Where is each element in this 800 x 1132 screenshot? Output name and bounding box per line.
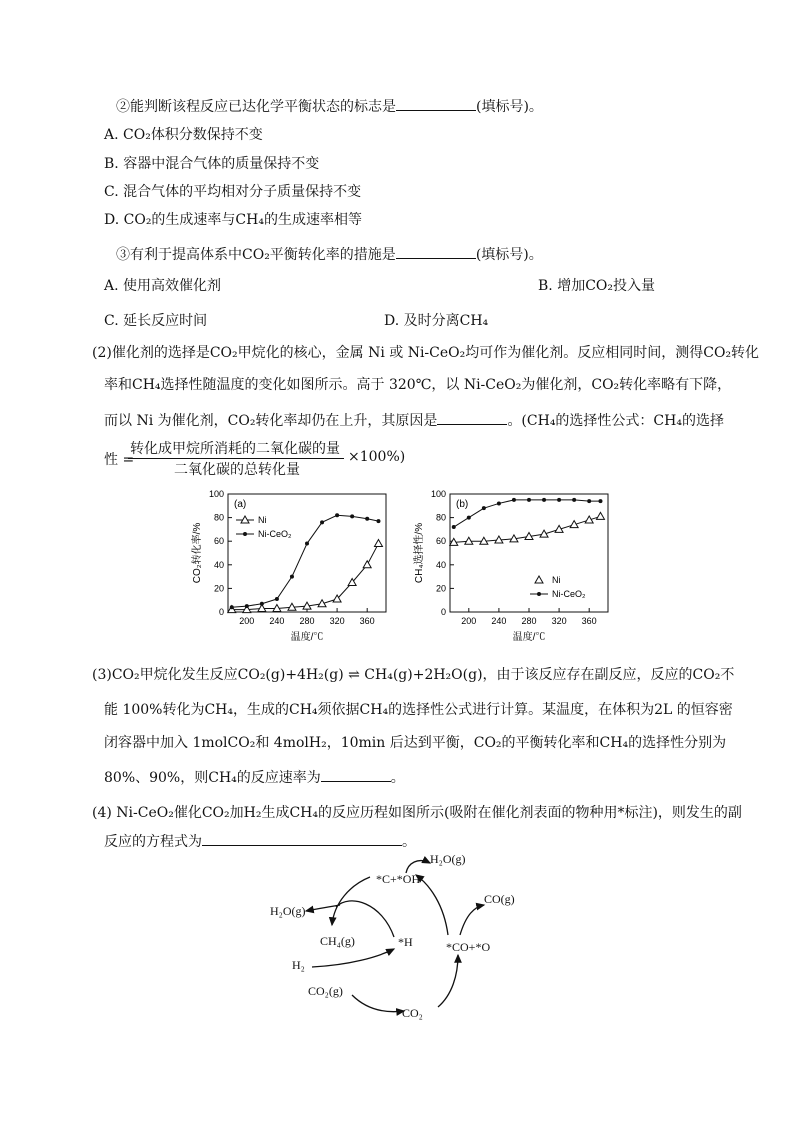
legend-label: Ni-CeO₂ <box>552 589 586 599</box>
data-point-ni-ceo2 <box>512 498 516 502</box>
panel-label: (b) <box>456 499 469 510</box>
legend-marker-ni <box>535 576 543 583</box>
y-tick-label: 0 <box>440 607 446 617</box>
data-point-ni-ceo2 <box>527 498 531 502</box>
label-co-o: *CO+*O <box>446 940 491 954</box>
answer-blank[interactable] <box>396 244 476 259</box>
y-tick-label: 0 <box>218 607 224 617</box>
y-tick-label: 80 <box>213 512 224 523</box>
data-point-ni-ceo2 <box>305 542 309 546</box>
data-point-ni-ceo2 <box>452 525 456 529</box>
data-point-ni <box>596 512 604 519</box>
question-tail: (填标号)。 <box>475 247 543 263</box>
y-tick-label: 20 <box>435 583 446 594</box>
option-c: C. 混合气体的平均相对分子质量保持不变 <box>104 184 362 200</box>
series-line-ni-ceo2 <box>232 515 379 607</box>
data-point-ni-ceo2 <box>335 513 339 517</box>
formula-numerator: 转化成甲烷所消耗的二氧化碳的量 <box>130 441 340 457</box>
x-tick-label: 200 <box>461 616 477 626</box>
option-b: B. 增加CO₂投入量 <box>538 278 655 294</box>
x-tick-label: 320 <box>551 616 567 626</box>
data-point-ni-ceo2 <box>598 499 602 503</box>
data-point-ni-ceo2 <box>365 517 369 521</box>
data-point-ni-ceo2 <box>557 498 561 502</box>
label-co2g: CO₂(g) <box>308 984 343 998</box>
x-tick-label: 280 <box>521 616 537 626</box>
reaction-mechanism-diagram <box>270 845 530 1025</box>
data-point-ni-ceo2 <box>275 597 279 601</box>
data-point-ni-ceo2 <box>497 501 501 505</box>
x-axis-label: 温度/℃ <box>512 632 546 643</box>
label-h-star: *H <box>398 935 413 949</box>
part3-line1: (3)CO₂甲烷化发生反应CO₂(g)+4H₂(g) ⇌ CH₄(g)+2H₂O(g)，由于该反应存在副反应，反应的CO₂不 <box>92 667 735 683</box>
arrow-co-o-to-c-oh <box>416 875 448 935</box>
y-tick-label: 40 <box>435 559 446 570</box>
x-tick-label: 280 <box>299 616 315 626</box>
part3-text: 。 <box>390 770 405 786</box>
y-tick-label: 100 <box>430 489 446 499</box>
label-co: CO(g) <box>484 892 515 906</box>
data-point-ni-ceo2 <box>245 604 249 608</box>
arrow-co2star-to-co-o <box>438 955 458 1007</box>
y-axis-label: CO₂转化率/% <box>192 522 203 584</box>
label-co2-star: *CO₂ <box>396 1006 423 1020</box>
y-tick-label: 40 <box>213 559 224 570</box>
arrow-h-to-ch4 <box>336 901 394 937</box>
question-2-mark <box>116 96 543 117</box>
data-point-ni <box>374 540 382 547</box>
label-h2o-top: H₂O(g) <box>430 852 466 866</box>
part3-line3: 闭容器中加入 1molCO₂和 4molH₂，10min 后达到平衡，CO₂的平衡转化率和CH₄的选择性分别为 <box>104 735 727 751</box>
chart-a-svg <box>186 484 396 644</box>
question-3-rate <box>116 244 543 265</box>
x-tick-label: 360 <box>359 616 375 626</box>
part3-text: 80%、90%，则CH₄的反应速率为 <box>104 770 321 786</box>
part3-line2: 能 100%转化为CH₄，生成的CH₄须依据CH₄的选择性公式进行计算。某温度，在体积为2L 的恒容密 <box>104 702 733 718</box>
part2-line1: (2)催化剂的选择是CO₂甲烷化的核心，金属 Ni 或 Ni-CeO₂均可作为催化剂。反应相同时间，测得CO₂转化 <box>92 345 760 361</box>
answer-blank[interactable] <box>396 96 476 111</box>
legend-marker-ni-ceo2 <box>537 592 541 596</box>
question-tail: (填标号)。 <box>476 99 543 115</box>
part4-text: 反应的方程式为 <box>104 834 202 850</box>
data-point-ni <box>363 561 371 568</box>
formula-prefix: 性 = <box>104 452 135 468</box>
data-point-ni-ceo2 <box>587 499 591 503</box>
label-c-oh: *C+*OH <box>376 872 421 886</box>
legend-label: Ni <box>552 575 561 585</box>
formula-denominator: 二氧化碳的总转化量 <box>174 462 300 478</box>
question-text: ②能判断该程反应已达化学平衡状态的标志是 <box>116 99 396 115</box>
data-point-ni-ceo2 <box>467 516 471 520</box>
y-tick-label: 20 <box>213 583 224 594</box>
option-a: A. CO₂体积分数保持不变 <box>104 127 263 143</box>
data-point-ni-ceo2 <box>376 519 380 523</box>
label-h2: H₂ <box>292 958 305 972</box>
y-tick-label: 80 <box>435 512 446 523</box>
legend-marker-ni-ceo2 <box>243 532 247 536</box>
option-b: B. 容器中混合气体的质量保持不变 <box>104 156 320 172</box>
plot-frame <box>228 494 386 612</box>
part2-line2: 率和CH₄选择性随温度的变化如图所示。高于 320℃，以 Ni-CeO₂为催化剂，CO₂转化率略有下降， <box>104 377 732 393</box>
y-tick-label: 100 <box>208 489 224 499</box>
option-c: C. 延长反应时间 <box>104 313 208 329</box>
part2-line3 <box>104 410 724 431</box>
formula-suffix: ×100%) <box>348 449 406 465</box>
option-d: D. 及时分离CH₄ <box>384 313 489 329</box>
data-point-ni-ceo2 <box>320 520 324 524</box>
answer-blank[interactable] <box>321 767 391 782</box>
chart-b-svg <box>408 484 618 644</box>
part4-text: 。 <box>402 834 416 850</box>
y-tick-label: 60 <box>435 536 446 547</box>
answer-blank[interactable] <box>202 831 402 846</box>
arrow-to-h2o-left <box>306 905 340 911</box>
data-point-ni-ceo2 <box>260 602 264 606</box>
arrow-h2-to-h <box>312 949 394 967</box>
selectivity-formula <box>104 438 404 478</box>
part2-text: 。(CH₄的选择性公式：CH₄的选择 <box>507 413 724 429</box>
x-tick-label: 360 <box>581 616 597 626</box>
legend-label: Ni <box>258 515 267 525</box>
panel-label: (a) <box>234 499 247 510</box>
x-tick-label: 200 <box>239 616 255 626</box>
answer-blank[interactable] <box>437 410 507 425</box>
label-ch4: CH₄(g) <box>320 934 355 948</box>
data-point-ni-ceo2 <box>482 506 486 510</box>
chart-co2-conversion <box>186 484 396 644</box>
data-point-ni-ceo2 <box>572 498 576 502</box>
x-tick-label: 240 <box>269 616 285 626</box>
data-point-ni-ceo2 <box>290 575 294 579</box>
x-tick-label: 320 <box>329 616 345 626</box>
y-tick-label: 60 <box>213 536 224 547</box>
data-point-ni-ceo2 <box>542 498 546 502</box>
y-axis-label: CH₄选择性/% <box>414 522 425 584</box>
legend-label: Ni-CeO₂ <box>258 529 292 539</box>
label-h2o-left: H₂O(g) <box>270 904 306 918</box>
arrow-to-co <box>460 905 484 935</box>
data-point-ni-ceo2 <box>230 605 234 609</box>
x-axis-label: 温度/℃ <box>290 632 324 643</box>
part2-text: 而以 Ni 为催化剂，CO₂转化率却仍在上升，其原因是 <box>104 413 438 429</box>
chart-ch4-selectivity <box>408 484 618 644</box>
mechanism-svg <box>270 845 530 1025</box>
x-tick-label: 240 <box>491 616 507 626</box>
series-line-ni <box>232 544 379 610</box>
option-a: A. 使用高效催化剂 <box>104 278 222 294</box>
question-text: ③有利于提高体系中CO₂平衡转化率的措施是 <box>116 247 396 263</box>
part4-line1: (4) Ni-CeO₂催化CO₂加H₂生成CH₄的反应历程如图所示(吸附在催化剂表面的物种用*标注)，则发生的副 <box>92 805 742 821</box>
data-point-ni-ceo2 <box>350 514 354 518</box>
part3-line4 <box>104 767 405 788</box>
option-d: D. CO₂的生成速率与CH₄的生成速率相等 <box>104 212 362 228</box>
